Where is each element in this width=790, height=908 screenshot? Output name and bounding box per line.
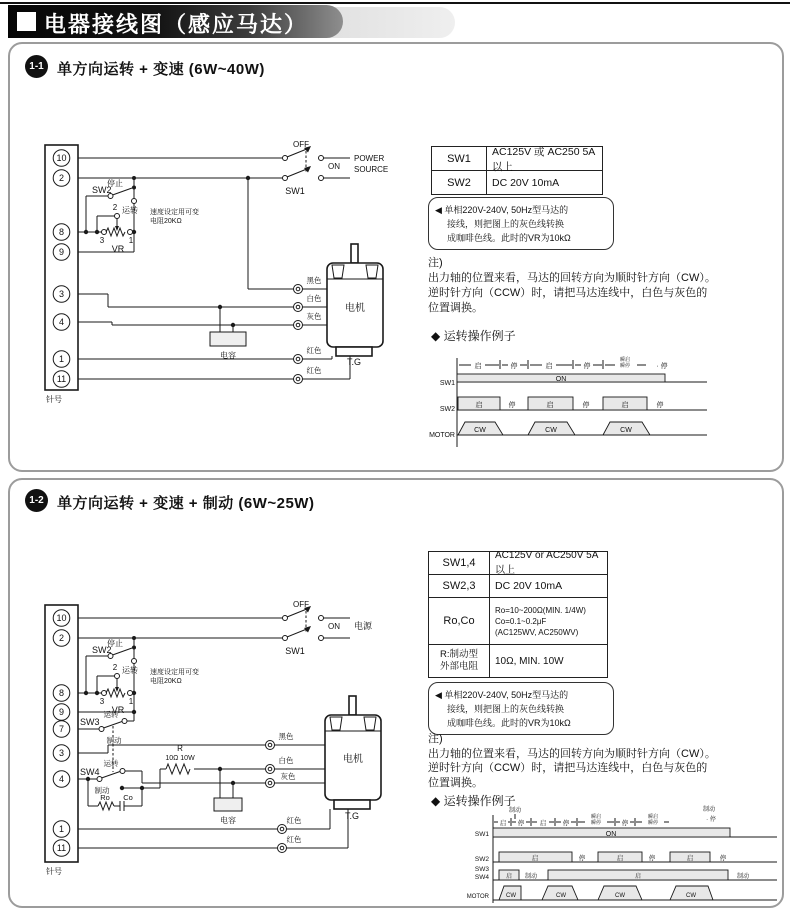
vr-terminal-1: 1	[128, 697, 134, 706]
spec-key: SW1	[447, 152, 471, 165]
pulse-run: 启	[546, 402, 554, 409]
sw2-label: SW2	[92, 645, 112, 655]
motor-cw: CW	[615, 893, 625, 899]
ann-jog-start: 瞬启	[590, 814, 602, 820]
sw1-on: ON	[605, 831, 617, 838]
pin-9: 9	[58, 707, 65, 717]
sw1-track	[493, 828, 777, 838]
section-1-1-title: 单方向运转 + 变速 (6W~40W)	[57, 61, 265, 78]
ann-stop: 停	[621, 820, 629, 827]
pin-11: 11	[56, 374, 67, 384]
wire-label-white: 白色	[306, 294, 322, 303]
sw4-label: SW4	[80, 767, 100, 777]
vr-note-line2: 电阻20KΩ	[150, 678, 182, 685]
motor-cw: CW	[686, 893, 696, 899]
wire-label-black: 黑色	[278, 732, 294, 741]
capacitor	[214, 798, 242, 825]
page-title: 电器接线图（感应马达）	[44, 12, 309, 37]
sw34-brake: 制动	[736, 874, 750, 880]
ann-stop: 停	[562, 820, 570, 827]
ann-jog-start: 瞬启	[647, 814, 659, 820]
pin-8: 8	[58, 227, 65, 237]
vr-terminal-3: 3	[99, 236, 105, 245]
note-line: 成咖啡色线。此时的VR为10kΩ	[447, 718, 571, 728]
pulse-run: 启	[616, 855, 624, 862]
power-source-label-1: POWER	[354, 154, 385, 163]
spec-value: Ro=10~200Ω(MIN. 1/4W)	[495, 605, 586, 615]
remark-line: 逆时针方向（CCW）时，请把马达连线中，白色与灰色的	[428, 287, 708, 299]
note-line: 成咖啡色线。此时的VR为10kΩ	[447, 233, 571, 243]
wire-label-red1: 红色	[286, 816, 302, 825]
power-source-label-2: SOURCE	[354, 165, 389, 174]
pin-1: 1	[58, 824, 65, 834]
sw3-label: SW3	[80, 717, 100, 727]
pulse-stop: 停	[582, 402, 590, 409]
ann-run: 启	[474, 363, 482, 370]
spec-value: (AC125WV, AC250WV)	[495, 627, 579, 637]
sw2-label: SW2	[92, 185, 112, 195]
spec-key: Ro,Co	[443, 615, 475, 627]
timing-row-sw3: SW3	[474, 866, 489, 873]
ann-jog-stop: 瞬停	[619, 363, 631, 369]
pulse-run: 启	[475, 402, 483, 409]
vr-terminal-2: 2	[112, 203, 118, 212]
vr-terminal-2: 2	[112, 663, 118, 672]
connector-bar	[45, 145, 78, 404]
sw34-run: 启	[505, 874, 513, 880]
sw2-run-label: 运转	[122, 666, 138, 675]
motor-label: 电机	[343, 754, 363, 765]
capacitor-label: 电容	[220, 816, 236, 825]
sw34-track	[493, 870, 777, 880]
section-1-2-title: 单方向运转 + 变速 + 制动 (6W~25W)	[57, 495, 315, 512]
spec-value: Co=0.1~0.2μF	[495, 616, 547, 626]
sw1-off-label: OFF	[293, 140, 309, 149]
capacitor-label: 电容	[220, 351, 236, 360]
sw1-label: SW1	[285, 646, 305, 656]
pin-4: 4	[58, 774, 65, 784]
wire-label-gray: 灰色	[306, 312, 322, 321]
pin-2: 2	[58, 633, 65, 643]
sw1-on: ON	[555, 376, 567, 383]
sw2-run-label: 运转	[122, 206, 138, 215]
sw4-run-label: 运转	[103, 759, 119, 768]
timing-diagram-1-1	[425, 344, 715, 456]
sw2-stop-label: 停止	[107, 639, 123, 648]
note-line: ◀ 单相220V-240V, 50Hz型马达的	[435, 690, 569, 700]
ann-brake: 制动	[508, 808, 522, 814]
spec-value: DC 20V 10mA	[492, 176, 560, 189]
spec-key: SW2,3	[442, 580, 476, 592]
pin-1: 1	[58, 354, 65, 364]
spec-table-1-1	[431, 146, 603, 195]
wire-label-red2: 红色	[306, 366, 322, 375]
sw1-on-label: ON	[328, 622, 340, 631]
timing-row-sw2: SW2	[439, 406, 455, 413]
spec-value: DC 20V 10mA	[495, 580, 563, 592]
ann-run: 启	[539, 820, 547, 827]
annotation-row	[459, 356, 668, 370]
pin-10: 10	[56, 613, 67, 623]
timing-row-motor: MOTOR	[466, 894, 489, 900]
ann-brake-right: 制动	[702, 807, 716, 813]
motor	[325, 696, 381, 821]
note-box-1-2	[428, 682, 614, 735]
pin-7: 7	[58, 724, 65, 734]
note-line: 接线，则把图上的灰色线转换	[447, 219, 565, 229]
motor-track	[457, 422, 707, 435]
sw1-track	[457, 374, 707, 383]
spec-key: R:制动型	[439, 649, 478, 660]
timing-row-sw2: SW2	[474, 856, 489, 863]
wire-label-red2: 红色	[286, 835, 302, 844]
remark-head: 注)	[428, 257, 443, 269]
wire-label-black: 黑色	[306, 276, 322, 285]
pin-10: 10	[56, 153, 67, 163]
timing-row-sw1: SW1	[474, 831, 489, 838]
pin-column-label: 针号	[46, 867, 62, 876]
sw34-brake: 制动	[524, 874, 538, 880]
motor-cw: CW	[620, 427, 632, 434]
lead-connectors	[266, 731, 326, 853]
example-title-1-1: ◆ 运转操作例子	[431, 329, 516, 343]
motor-track	[493, 886, 777, 900]
note-line: 接线，则把图上的灰色线转换	[447, 704, 565, 714]
table-row	[429, 598, 607, 645]
pulse-stop: 停	[648, 855, 656, 862]
vr-label: VR	[111, 244, 125, 254]
sw34-run: 启	[634, 874, 642, 880]
example-title-1-2: ◆ 运转操作例子	[431, 794, 516, 808]
lead-connectors	[294, 275, 328, 384]
switch-sw2-vr	[92, 178, 199, 254]
ann-jog-stop: 瞬停	[647, 820, 659, 826]
vr-label: VR	[111, 705, 125, 715]
spec-value: AC125V 或 AC250 5A以上	[492, 145, 596, 173]
pulse-run: 启	[531, 855, 539, 862]
switch-sw1-power	[283, 140, 389, 196]
pulse-stop: 停	[656, 402, 664, 409]
capacitor	[210, 332, 246, 360]
wire-label-gray: 灰色	[280, 772, 296, 781]
remark-line: 逆时针方向（CCW）时，请把马达连线中，白色与灰色的	[428, 762, 708, 774]
sw3-brake-label: 制动	[106, 736, 122, 745]
sw1-label: SW1	[285, 186, 305, 196]
pin-3: 3	[58, 289, 65, 299]
sw1-on-label: ON	[328, 162, 340, 171]
sw2-track	[493, 852, 777, 862]
tg-label: T.G	[346, 357, 362, 367]
timing-diagram-1-2	[425, 803, 781, 905]
annotation-row	[494, 805, 716, 827]
sw2-stop-label: 停止	[107, 179, 123, 188]
header-square-icon	[17, 12, 36, 31]
pulse-stop: 停	[508, 402, 516, 409]
sw1-off-label: OFF	[293, 600, 309, 609]
wire-label-white: 白色	[278, 756, 294, 765]
pin-2: 2	[58, 173, 65, 183]
switch-sw1-power	[283, 600, 374, 656]
motor-label: 电机	[345, 303, 365, 314]
remark-head: 注)	[428, 733, 443, 745]
pin-column-label: 针号	[46, 395, 62, 404]
pin-3: 3	[58, 748, 65, 758]
vr-note-line2: 电阻20KΩ	[150, 218, 182, 225]
spec-value: AC125V or AC250V 5A以上	[495, 550, 599, 576]
table-row	[432, 147, 602, 171]
pulse-run: 启	[621, 402, 629, 409]
page-top-rule	[0, 2, 790, 4]
motor-cw: CW	[545, 427, 557, 434]
ann-run: 启	[499, 820, 507, 827]
r-label: R	[177, 744, 183, 753]
spec-table-1-2	[428, 551, 608, 678]
table-row	[429, 645, 607, 677]
pin-4: 4	[58, 317, 65, 327]
ann-jog-start: 瞬启	[619, 357, 631, 363]
brake-resistor	[160, 744, 195, 788]
table-row	[429, 552, 607, 575]
table-row	[429, 575, 607, 598]
switch-sw2-vr	[92, 638, 199, 715]
table-row	[432, 171, 602, 194]
r-value: 10Ω 10W	[165, 755, 195, 762]
section-1-1-badge: 1-1	[25, 55, 48, 78]
remark-line: 位置调换。	[428, 302, 483, 314]
wire-label-red1: 红色	[306, 346, 322, 355]
sw2-track	[457, 397, 707, 410]
ann-run: 启	[545, 363, 553, 370]
pin-11: 11	[56, 843, 67, 853]
vr-note-line1: 速度设定用可变	[150, 669, 199, 676]
remark-line: 出力轴的位置来看，马达的回转方向为顺时针方向（CW）。	[428, 272, 716, 284]
remark-1-2	[428, 732, 716, 790]
timing-row-sw4: SW4	[474, 874, 489, 881]
section-1-2-badge: 1-2	[25, 489, 48, 512]
sw3-run-label: 运转	[103, 710, 119, 719]
spec-value: 10Ω, MIN. 10W	[495, 655, 564, 667]
spec-key: SW1,4	[442, 557, 476, 569]
remark-1-1	[428, 256, 716, 316]
ann-stop: 停	[583, 363, 591, 370]
ann-final-stop: · 停	[706, 817, 716, 823]
motor	[327, 244, 383, 367]
vr-terminal-1: 1	[128, 236, 134, 245]
motor-cw: CW	[506, 893, 516, 899]
circuit-diagram-1-2	[38, 590, 430, 890]
connector-bar	[45, 605, 78, 876]
spec-key: 外部电阻	[439, 661, 478, 672]
pin-9: 9	[58, 247, 65, 257]
motor-cw: CW	[474, 427, 486, 434]
ann-stop: 停	[510, 363, 518, 370]
circuit-diagram-1-1	[38, 132, 430, 412]
tg-label: T.G	[344, 811, 360, 821]
pulse-run: 启	[686, 855, 694, 862]
ro-label: Ro	[100, 793, 110, 802]
ann-stop: 停	[517, 820, 525, 827]
switch-sw4-rc	[80, 758, 160, 811]
vr-terminal-3: 3	[99, 697, 105, 706]
co-label: Co	[123, 793, 133, 802]
ann-jog-stop: 瞬停	[590, 820, 602, 826]
timing-row-motor: MOTOR	[429, 432, 455, 439]
vr-note-line1: 速度设定用可变	[150, 209, 199, 216]
sw4-brake-label: 制动	[94, 786, 110, 795]
power-label: 电源	[354, 621, 373, 631]
remark-line: 出力轴的位置来看，马达的回转方向为顺时针方向（CW）。	[428, 747, 716, 760]
timing-row-sw1: SW1	[439, 380, 455, 387]
pin-8: 8	[58, 688, 65, 698]
ann-final-stop: · 停	[656, 363, 668, 370]
note-line: ◀ 单相220V-240V, 50Hz型马达的	[435, 205, 569, 215]
motor-cw: CW	[556, 893, 566, 899]
remark-line: 位置调换。	[428, 776, 483, 789]
pulse-stop: 停	[578, 855, 586, 862]
note-box-1-1	[428, 197, 614, 250]
pulse-stop: 停	[719, 855, 727, 862]
spec-key: SW2	[447, 176, 471, 189]
